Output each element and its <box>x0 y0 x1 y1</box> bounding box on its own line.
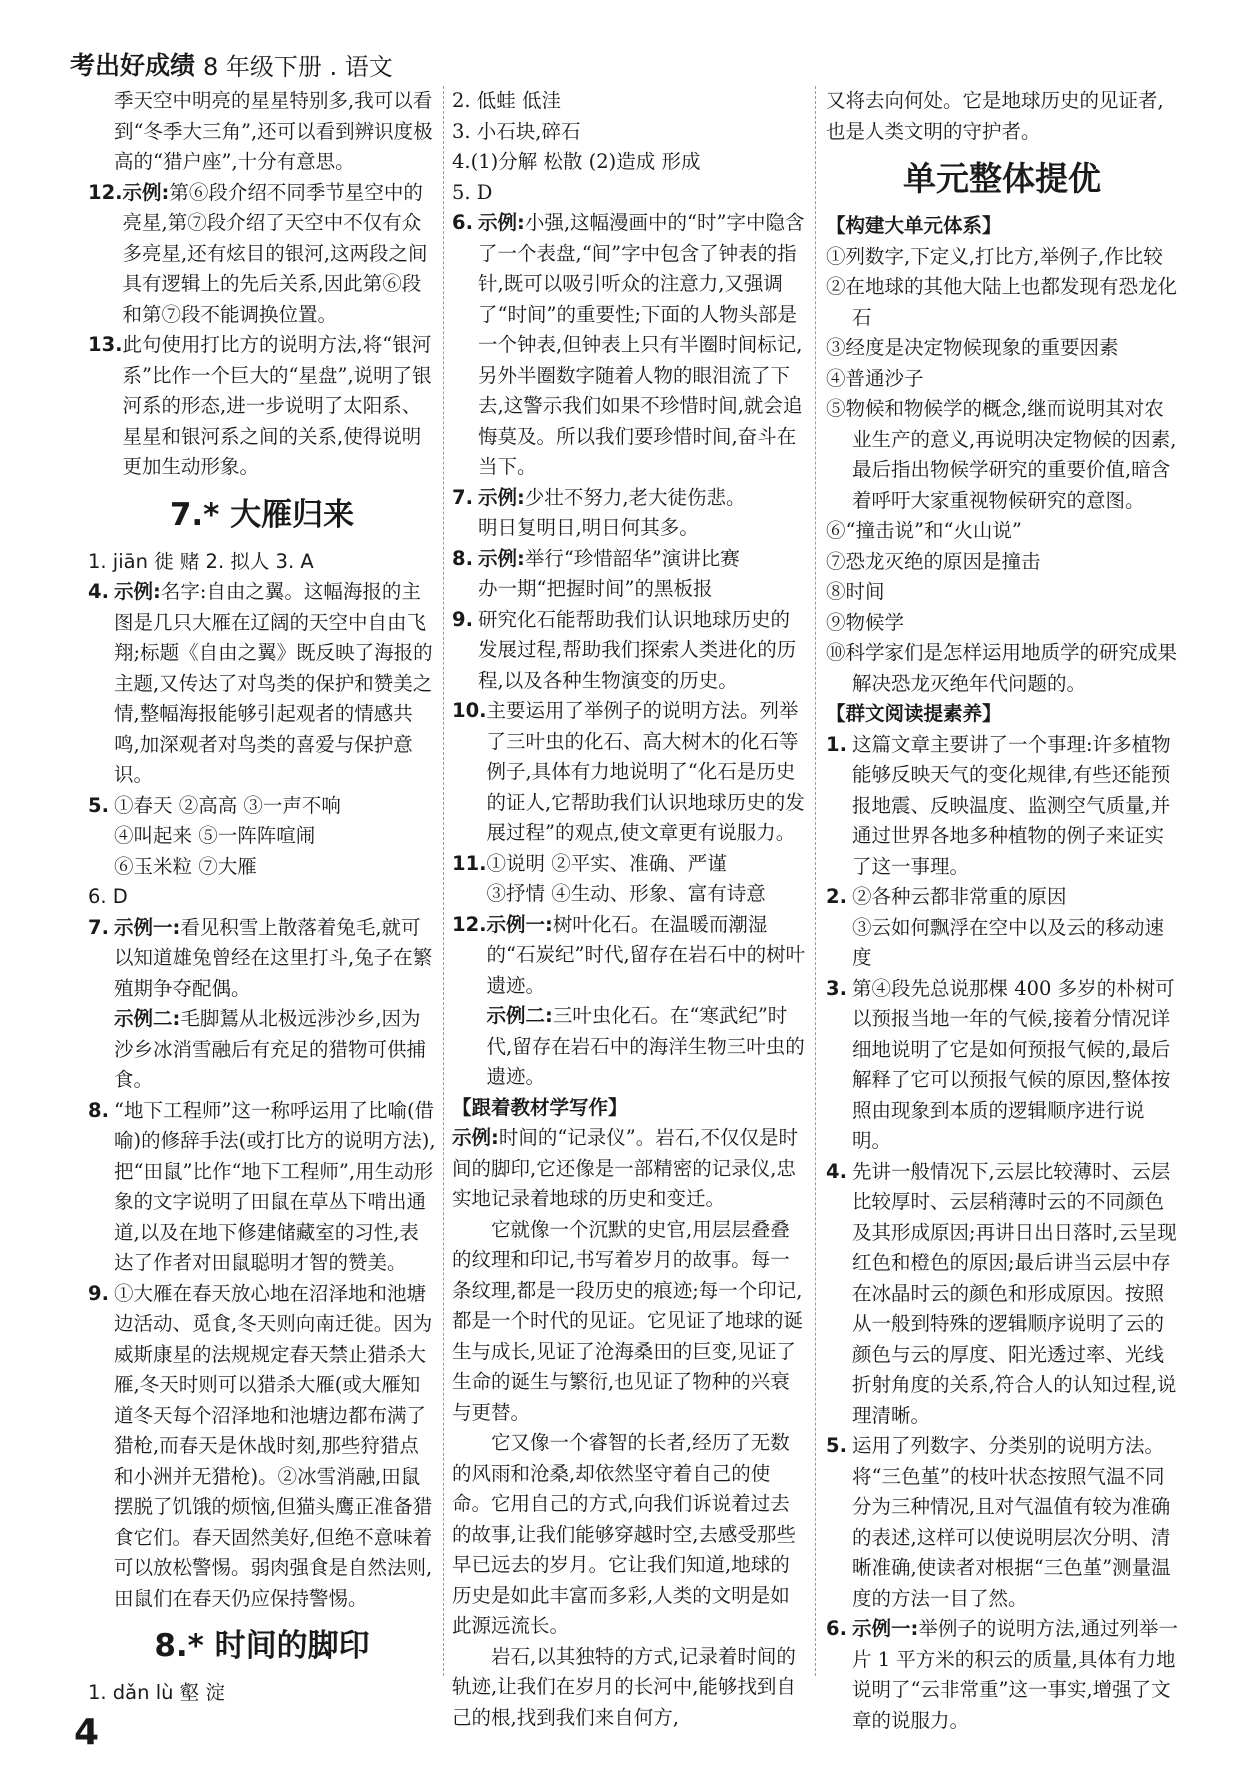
group-reading-heading: 【群文阅读提素养】 <box>826 702 1002 725</box>
list-item: ④普通沙子 <box>826 366 924 390</box>
unit-system-list <box>826 242 1178 700</box>
answer-7: 7. 示例:少壮不努力,老大徒伤悲。 明日复明日,明日何其多。 <box>452 485 746 539</box>
answer-2: 2. 低蛙 低洼 <box>452 89 562 112</box>
continued-text: 季天空中明亮的星星特别多,我可以看到“冬季大三角”,还可以看到辨识度极高的“猎户座”,十分有意思。 <box>114 89 433 173</box>
column-3 <box>826 86 1179 1732</box>
answer-2: 2. ②各种云都非常重的原因 ③云如何飘浮在空中以及云的移动速度 <box>826 885 1165 969</box>
page-number: 4 <box>74 1712 100 1753</box>
answer-6: 6. D <box>88 885 128 908</box>
answer-10: 10. 主要运用了举例子的说明方法。列举了三叶虫的化石、高大树木的化石等例子,具体有力地说明了“化石是历史的证人,它帮助我们认识地球历史的发展过程”的观点,使文章更有说服力。 <box>452 699 805 844</box>
answer-1-3: 1. jiān 徙 赌 2. 拟人 3. A <box>88 549 314 573</box>
answer-7: 7. 示例一:看见积雪上散落着兔毛,就可以知道雄兔曾经在这里打斗,兔子在繁殖期争夺配偶。 示例二:毛脚鵟从北极远涉沙乡,因为沙乡冰消雪融后有充足的猎物可供捕食。 <box>88 915 433 1091</box>
list-item: ②在地球的其他大陆上也都发现有恐龙化石 <box>826 275 1178 329</box>
writing-heading: 【跟着教材学写作】 <box>452 1095 628 1119</box>
answer-5: 5. ①春天 ②高高 ③一声不响 ④叫起来 ⑤一阵阵喧闹 ⑥玉米粒 ⑦大雁 <box>88 793 341 878</box>
lesson-title-8: 8.* 时间的脚印 <box>154 1628 370 1664</box>
answer-6: 6. 示例:小强,这幅漫画中的“时”字中隐含了一个表盘,“间”字中包含了钟表的指针,既可以吸引听众的注意力,又强调了“时间”的重要性;下面的人物头部是一个钟表,但钟表上只有半圈时间标记,另外半圈数字随着人物的眼泪流了下去,这警示我们如果不珍惜时间,就会追悔莫及。所以我们要珍惜时间,奋斗在当下。 <box>452 211 805 478</box>
list-item: ③经度是决定物候现象的重要因素 <box>826 336 1119 359</box>
column-2 <box>452 86 807 1729</box>
writing-sample-p3: 它又像一个睿智的长者,经历了无数的风雨和沧桑,却依然坚守着自己的使命。它用自己的方式,向我们诉说着过去的故事,让我们能够穿越时空,去感受那些早已远去的岁月。它让我们知道,地球的历史是如此丰富而多彩,人类的文明是如此源远流长。 <box>452 1431 796 1637</box>
answer-13: 13. 此句使用打比方的说明方法,将“银河系”比作一个巨大的“星盘”,说明了银河系的形态,进一步说明了太阳系、星星和银河系之间的关系,使得说明更加生动形象。 <box>88 333 432 478</box>
answer-8: 8. 示例:举行“珍惜韶华”演讲比赛 办一期“把握时间”的黑板报 <box>452 546 740 600</box>
list-item: ⑨物候学 <box>826 610 905 634</box>
answer-1: 1. dǎn lù 壑 淀 <box>88 1681 225 1704</box>
list-item: ①列数字,下定义,打比方,举例子,作比较 <box>826 244 1163 268</box>
list-item: ⑩科学家们是怎样运用地质学的研究成果解决恐龙灭绝年代问题的。 <box>826 641 1178 695</box>
answer-12: 12. 示例一:树叶化石。在温暖而潮湿的“石炭纪”时代,留存在岩石中的树叶遗迹。 示例二:三叶虫化石。在“寒武纪”时代,留存在岩石中的海洋生物三叶虫的遗迹。 <box>452 912 806 1088</box>
answer-3: 3. 小石块,碎石 <box>452 119 581 143</box>
list-item: ⑤物候和物候学的概念,继而说明其对农业生产的意义,再说明决定物候的因素,最后指出物候学研究的重要价值,暗含着呼吁大家重视物候研究的意图。 <box>826 397 1177 512</box>
list-item: ⑧时间 <box>826 580 885 603</box>
answer-5: 5. D <box>452 180 493 204</box>
list-item: ⑥“撞击说”和“火山说” <box>826 519 1022 542</box>
answer-3: 3. 第④段先总说那棵 400 多岁的朴树可以预报当地一年的气候,接着分情况详细地说明了它是如何预报气候的,最后解释了它可以预报气候的原因,整体按照由现象到本质的逻辑顺序进行说明。 <box>826 976 1175 1152</box>
answer-4: 4.(1)分解 松散 (2)造成 形成 <box>452 150 701 173</box>
column-divider <box>815 86 816 1676</box>
answer-12: 12. 示例:第⑥段介绍不同季节星空中的亮星,第⑦段介绍了天空中不仅有众多亮星,还有炫目的银河,这两段之间具有逻辑上的先后关系,因此第⑥段和第⑦段不能调换位置。 <box>88 180 428 326</box>
continued-text: 又将去向何处。它是地球历史的见证者,也是人类文明的守护者。 <box>826 89 1164 143</box>
answer-11: 11. ①说明 ②平实、准确、严谨 ③抒情 ④生动、形象、富有诗意 <box>452 851 766 905</box>
column-divider <box>443 86 444 1676</box>
answer-8: 8. “地下工程师”这一称呼运用了比喻(借喻)的修辞手法(或打比方的说明方法),把“田鼠”比作“地下工程师”,用生动形象的文字说明了田鼠在草丛下啃出通道,以及在地下修建储藏室的习性,表达了作者对田鼠聪明才智的赞美。 <box>88 1098 436 1274</box>
writing-sample-p1: 示例:时间的“记录仪”。岩石,不仅仅是时间的脚印,它还像是一部精密的记录仪,忠实地记录着地球的历史和变迁。 <box>452 1126 798 1210</box>
list-item: ⑦恐龙灭绝的原因是撞击 <box>826 549 1041 573</box>
answer-9: 9. ①大雁在春天放心地在沼泽地和池塘边活动、觅食,冬天则向南迁徙。因为威斯康星的法规规定春天禁止猎杀大雁,冬天时则可以猎杀大雁(或大雁知道冬天每个沼泽地和池塘边都布满了猎枪,而春天是休战时刻,那些狩猎点和小洲并无猎枪)。②冰雪消融,田鼠摆脱了饥饿的烦恼,但猫头鹰正准备猎食它们。春天固然美好,但绝不意味着可以放松警惕。弱肉强食是自然法则,田鼠们在春天仍应保持警惕。 <box>88 1281 433 1610</box>
answer-9: 9. 研究化石能帮助我们认识地球历史的发展过程,帮助我们探索人类进化的历程,以及各种生物演变的历史。 <box>452 607 797 692</box>
unit-system-heading: 【构建大单元体系】 <box>826 214 1002 237</box>
unit-title: 单元整体提优 <box>903 159 1101 198</box>
lesson-title-7: 7.* 大雁归来 <box>169 496 355 533</box>
answer-4: 4. 先讲一般情况下,云层比较薄时、云层比较厚时、云层稍薄时云的不同颜色及其形成原因;再讲日出日落时,云呈现红色和橙色的原因;最后讲当云层中存在冰晶时云的颜色和形成原因。按照从一般到特殊的逻辑顺序说明了云的颜色与云的厚度、阳光透过率、光线折射角度的关系,符合人的认知过程,说理清晰。 <box>826 1159 1177 1427</box>
column-1 <box>88 86 436 1704</box>
answer-5: 5. 运用了列数字、分类别的说明方法。将“三色堇”的枝叶状态按照气温不同分为三种情况,且对气温值有较为准确的表述,这样可以使说明层次分明、清晰准确,使读者对根据“三色堇”测量温度的方法一目了然。 <box>826 1434 1171 1610</box>
writing-sample-p4: 岩石,以其独特的方式,记录着时间的轨迹,让我们在岁月的长河中,能够找到自己的根,找到我们来自何方, <box>452 1644 796 1729</box>
writing-sample-p2: 它就像一个沉默的史官,用层层叠叠的纹理和印记,书写着岁月的故事。每一条纹理,都是一段历史的痕迹;每一个印记,都是一个时代的见证。它见证了地球的诞生与成长,见证了沧海桑田的巨变,见证了生命的诞生与繁衍,也见证了物种的兴衰与更替。 <box>452 1217 804 1424</box>
book-subtitle: 8 年级下册 . 语文 <box>203 53 393 81</box>
answer-6: 6. 示例一:举例子的说明方法,通过列举一片 1 平方米的积云的质量,具体有力地说明了“云非常重”这一事实,增强了文章的说服力。 <box>826 1617 1179 1732</box>
answer-1: 1. 这篇文章主要讲了一个事理:许多植物能够反映天气的变化规律,有些还能预报地震、反映温度、监测空气质量,并通过世界各地多种植物的例子来证实了这一事理。 <box>826 732 1171 878</box>
book-brand: 考出好成绩 <box>70 51 196 80</box>
answer-4: 4. 示例:名字:自由之翼。这幅海报的主图是几只大雁在辽阔的天空中自由飞翔;标题《自由之翼》既反映了海报的主题,又传达了对鸟类的保护和赞美之情,整幅海报能够引起观者的情感共鸣,加深观者对鸟类的喜爱与保护意识。 <box>88 580 433 786</box>
page-header <box>70 20 1220 82</box>
